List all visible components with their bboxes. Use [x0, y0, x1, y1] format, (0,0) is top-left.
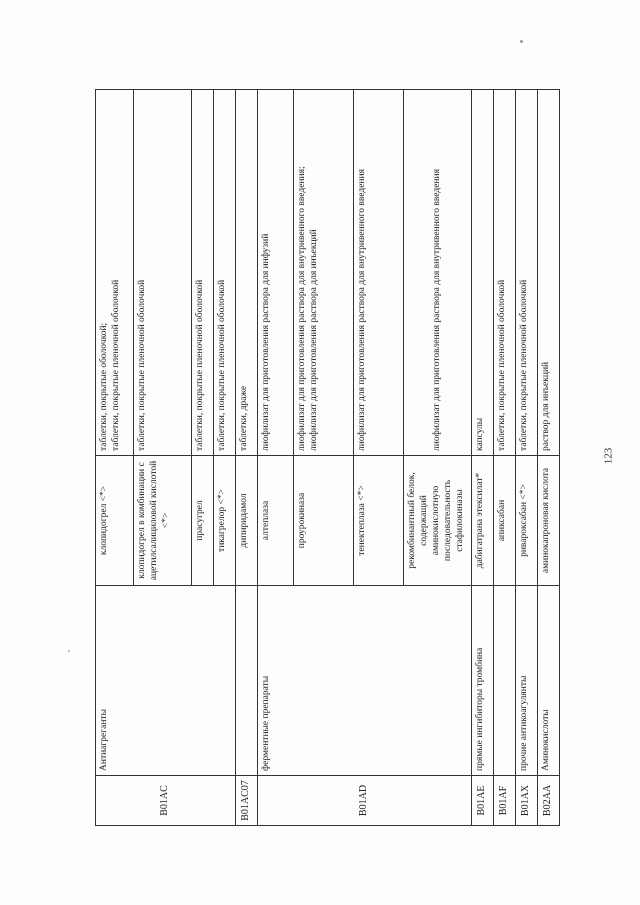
table-row	[96, 90, 134, 826]
atc-code: B01AC	[96, 776, 236, 826]
drug-name: дипиридамол	[236, 456, 258, 586]
atc-code: B01AF	[494, 776, 516, 826]
table-row	[494, 90, 516, 826]
dosage-forms: раствор для инъекций	[538, 90, 560, 456]
dosage-forms: таблетки, покрытые пленочной оболочкой	[134, 90, 192, 456]
drug-name: тенектеплаза <*>	[354, 456, 404, 586]
drug-name: дабигатрана этексилат*	[472, 456, 494, 586]
drug-table	[95, 89, 560, 826]
dosage-forms: таблетки, покрытые оболочкой; таблетки, покрытые пленочной оболочкой	[96, 90, 134, 456]
group-name: прямые ингибиторы тромбина	[472, 586, 494, 776]
group-name: ферментные препараты	[258, 586, 472, 776]
dosage-forms: таблетки, драже	[236, 90, 258, 456]
drug-name: прасугрел	[192, 456, 214, 586]
atc-code: B01AD	[258, 776, 472, 826]
group-name: Антиагреганты	[96, 586, 236, 776]
table-row	[258, 90, 294, 826]
dosage-forms: лиофилизат для приготовления раствора для внутривенного введения	[354, 90, 404, 456]
drug-name: аминокапроновая кислота	[538, 456, 560, 586]
drug-name: клопидогрел <*>	[96, 456, 134, 586]
table-row	[472, 90, 494, 826]
page-number: 123	[602, 447, 615, 465]
group-name	[494, 586, 516, 776]
table-row	[516, 90, 538, 826]
dosage-forms: лиофилизат для приготовления раствора для инфузий	[258, 90, 294, 456]
dosage-forms: лиофилизат для приготовления раствора для внутривенного введения; лиофилизат для приготовления раствора для инъекций	[294, 90, 354, 456]
drug-name: проурокиназа	[294, 456, 354, 586]
group-name	[236, 586, 258, 776]
dosage-forms: таблетки, покрытые пленочной оболочкой	[192, 90, 214, 456]
drug-name: ривароксабан <*>	[516, 456, 538, 586]
group-name: прочие антикоагулянты	[516, 586, 538, 776]
dosage-forms: таблетки, покрытые пленочной оболочкой	[494, 90, 516, 456]
dosage-forms: капсулы	[472, 90, 494, 456]
drug-name: алтеплаза	[258, 456, 294, 586]
drug-name: рекомбинантный белок, содержащий аминокислотную последовательность стафилокиназы	[404, 456, 472, 586]
scan-speck	[68, 650, 70, 652]
table-row	[236, 90, 258, 826]
table-row	[538, 90, 560, 826]
atc-code: B01AC07	[236, 776, 258, 826]
group-name: Аминокислоты	[538, 586, 560, 776]
scan-speck	[520, 40, 523, 43]
rotated-table-wrapper	[95, 90, 558, 826]
dosage-forms: таблетки, покрытые пленочной оболочкой	[214, 90, 236, 456]
atc-code: B01AX	[516, 776, 538, 826]
dosage-forms: лиофилизат для приготовления раствора для внутривенного введения	[404, 90, 472, 456]
rotated-table	[95, 90, 558, 826]
atc-code: B02AA	[538, 776, 560, 826]
drug-name: клопидогрел в комбинации с ацетилсалициловой кислотой <*>	[134, 456, 192, 586]
drug-name: апиксабан	[494, 456, 516, 586]
drug-name: тикагрелор <*>	[214, 456, 236, 586]
dosage-forms: таблетки, покрытые пленочной оболочкой	[516, 90, 538, 456]
atc-code: B01AE	[472, 776, 494, 826]
